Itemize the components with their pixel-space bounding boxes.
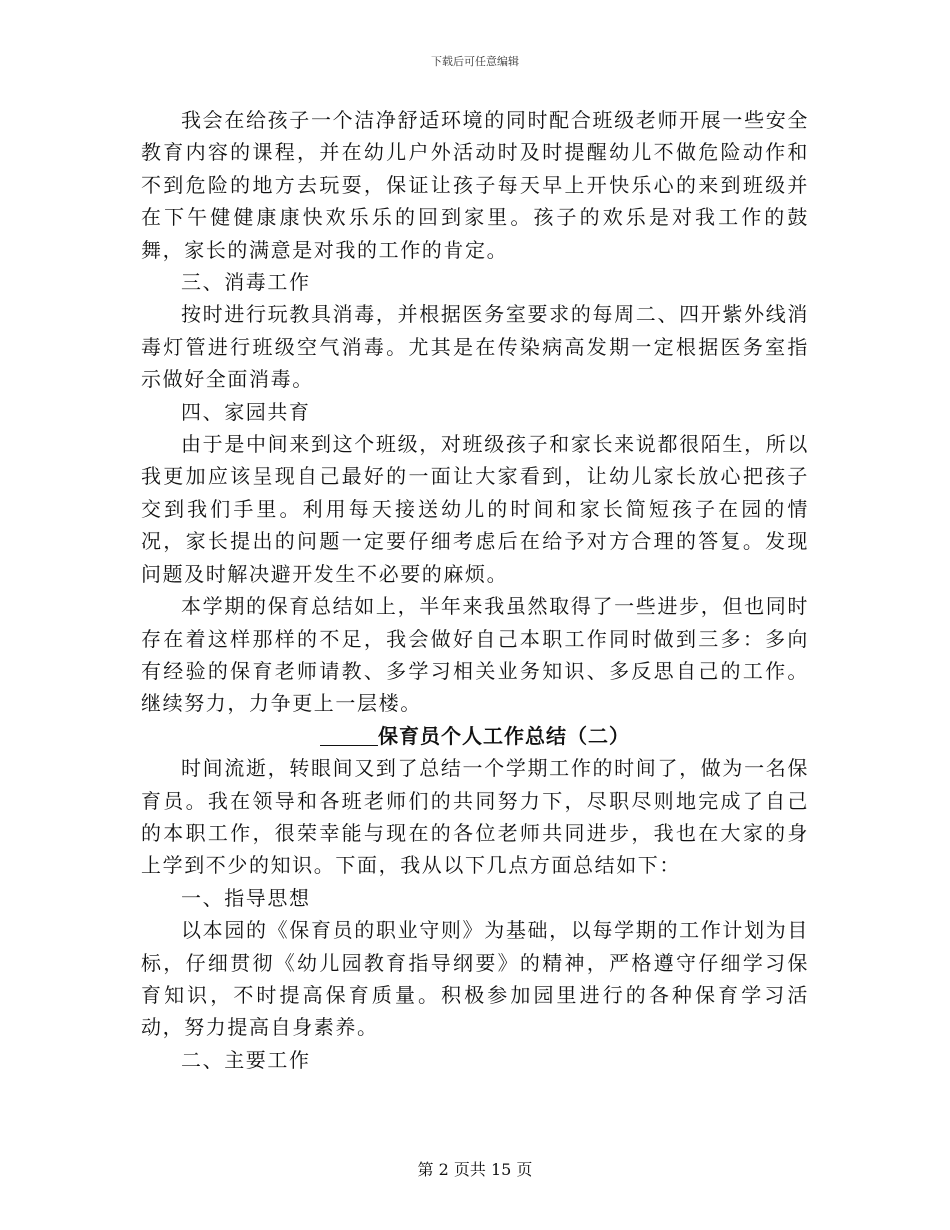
heading-disinfection: 三、消毒工作 xyxy=(181,270,311,295)
paragraph-intro: 时间流逝，转眼间又到了总结一个学期工作的时间了，做为一名保育员。我在领导和各班老师们的共同努力下，尽职尽则地完成了自己的本职工作，很荣幸能与现在的各位老师共同进步，我也在大家的身上学到不少的知识。下面，我从以下几点方面总结如下： xyxy=(141,756,809,878)
heading-home-school: 四、家园共育 xyxy=(181,399,311,424)
paragraph-home-school: 由于是中间来到这个班级，对班级孩子和家长来说都很陌生，所以我更加应该呈现自己最好的一面让大家看到，让幼儿家长放心把孩子交到我们手里。利用每天接送幼儿的时间和家长简短孩子在园的情况，家长提出的问题一定要仔细考虑后在给予对方合理的答复。发现问题及时解决避开发生不必要的麻烦。 xyxy=(141,432,809,586)
page-header-note: 下载后可任意编辑 xyxy=(431,55,519,68)
paragraph-guiding-thought: 以本园的《保育员的职业守则》为基础，以每学期的工作计划为目标，仔细贯彻《幼儿园教育指导纲要》的精神，严格遵守仔细学习保育知识，不时提高保育质量。积极参加园里进行的各种保育学习活动，努力提高自身素养。 xyxy=(141,918,809,1040)
document-body xyxy=(141,104,809,1076)
page-number: 第 2 页共 15 页 xyxy=(417,1160,533,1179)
paragraph-safety: 我会在给孩子一个洁净舒适环境的同时配合班级老师开展一些安全教育内容的课程，并在幼儿户外活动时及时提醒幼儿不做危险动作和不到危险的地方去玩耍，保证让孩子每天早上开快乐心的来到班级并在下午健健康康快欢乐乐的回到家里。孩子的欢乐是对我工作的鼓舞，家长的满意是对我的工作的肯定。 xyxy=(141,108,809,262)
section-title xyxy=(141,720,809,752)
paragraph-conclusion: 本学期的保育总结如上，半年来我虽然取得了一些进步，但也同时存在着这样那样的不足，我会做好自己本职工作同时做到三多：多向有经验的保育老师请教、多学习相关业务知识、多反思自己的工作。继续努力，力争更上一层楼。 xyxy=(141,594,809,716)
heading-guiding-thought: 一、指导思想 xyxy=(181,885,311,910)
title-blank-underline xyxy=(320,725,378,746)
paragraph-disinfection: 按时进行玩教具消毒，并根据医务室要求的每周二、四开紫外线消毒灯管进行班级空气消毒。尤其是在传染病高发期一定根据医务室指示做好全面消毒。 xyxy=(141,302,809,392)
section-title-text: 保育员个人工作总结（二） xyxy=(378,723,630,748)
heading-main-work: 二、主要工作 xyxy=(181,1047,311,1072)
